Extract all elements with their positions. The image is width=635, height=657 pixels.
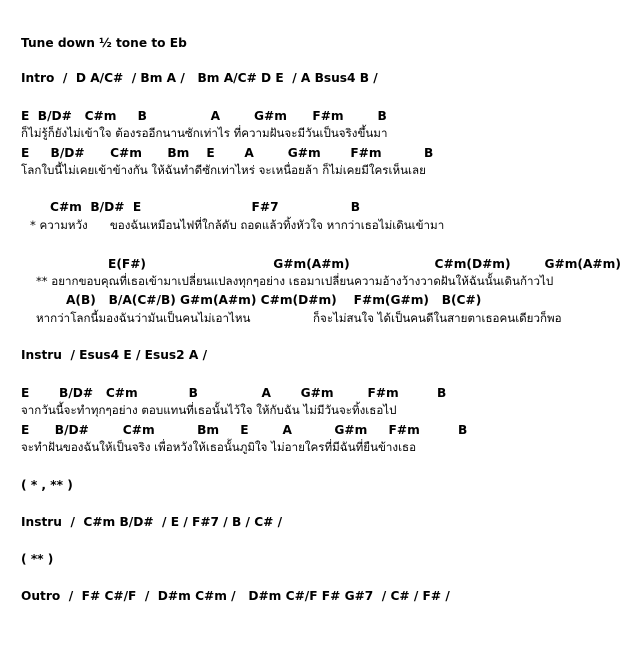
chorus-lyrics-2: หากว่าโลกนี้มองฉันว่ามันเป็นคนไม่เอาไหน ก็จะไม่สนใจ ได้เป็นคนดีในสายตาเธอคนเดียวก็พอ xyxy=(36,311,562,325)
verse-chords-2: E B/D# C#m Bm E A G#m F#m B xyxy=(21,146,434,160)
verse2-lyrics-1: จากวันนี้จะทำทุกๆอย่าง ตอบแทนที่เธอนั้นไว้ใจ ให้กับฉัน ไม่มีวันจะทิ้งเธอไป xyxy=(21,403,397,417)
outro-line: Outro / F# C#/F / D#m C#m / D#m C#/F F# G#7 / C# / F# / xyxy=(21,589,450,603)
verse-chords-1: E B/D# C#m B A G#m F#m B xyxy=(21,109,387,123)
prechorus-lyrics: * ความหวัง ของฉันเหมือนไฟที่ใกล้ดับ ถอดแล้วทิ้งหัวใจ หากว่าเธอไม่เดินเข้ามา xyxy=(30,218,445,232)
tuning-note: Tune down ½ tone to Eb xyxy=(21,36,187,50)
verse2-chords-2: E B/D# C#m Bm E A G#m F#m B xyxy=(21,423,468,437)
repeat-marker-1: ( * , ** ) xyxy=(21,478,73,492)
repeat-marker-2: ( ** ) xyxy=(21,552,54,566)
verse-lyrics-2: โลกใบนี้ไม่เคยเข้าข้างกัน ให้ฉันทำดีซักเท่าไหร่ จะเหนื่อยล้า ก็ไม่เคยมีใครเห็นเลย xyxy=(21,163,426,177)
verse-lyrics-1: ก็ไม่รู้ก็ยังไม่เข้าใจ ต้องรออีกนานซักเท่าไร ที่ความฝันจะมีวันเป็นจริงขึ้นมา xyxy=(21,126,388,140)
prechorus-chords: C#m B/D# E F#7 B xyxy=(50,200,360,214)
chorus-lyrics-1: ** อยากขอบคุณที่เธอเข้ามาเปลี่ยนแปลงทุกๆอย่าง เธอมาเปลี่ยนความอ้างว้างวาดฝันให้ฉันนั้นเดินก้าวไป xyxy=(36,274,554,288)
chorus-chords-2: A(B) B/A(C#/B) G#m(A#m) C#m(D#m) F#m(G#m) B(C#) xyxy=(66,293,482,307)
chorus-chords-1: E(F#) G#m(A#m) C#m(D#m) G#m(A#m) xyxy=(108,257,621,271)
verse2-lyrics-2: จะทำฝันของฉันให้เป็นจริง เพื่อหวังให้เธอนั้นภูมิใจ ไม่อายใครที่มีฉันที่ยืนข้างเธอ xyxy=(21,440,417,454)
instrumental-line-1: Instru / Esus4 E / Esus2 A / xyxy=(21,348,208,362)
verse2-chords-1: E B/D# C#m B A G#m F#m B xyxy=(21,386,447,400)
intro-line: Intro / D A/C# / Bm A / Bm A/C# D E / A Bsus4 B / xyxy=(21,71,378,85)
instrumental-line-2: Instru / C#m B/D# / E / F#7 / B / C# / xyxy=(21,515,283,529)
